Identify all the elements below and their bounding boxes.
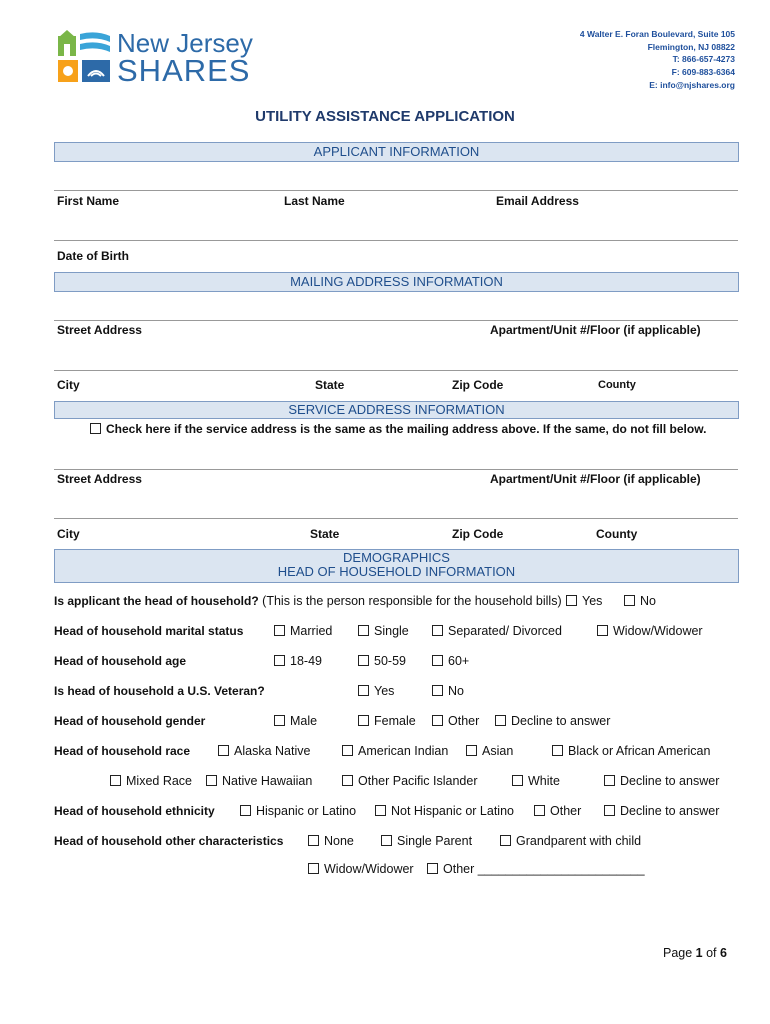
dob-line[interactable] — [54, 240, 738, 241]
ethnicity-option[interactable] — [240, 804, 356, 818]
option-label: Married — [290, 624, 333, 638]
race-option[interactable] — [342, 774, 478, 788]
race-option[interactable] — [342, 744, 448, 758]
contact-fax: F: 609-883-6364 — [671, 67, 735, 78]
checkbox-icon — [308, 863, 319, 874]
checkbox-icon — [110, 775, 121, 786]
race-option[interactable] — [218, 744, 310, 758]
race-option[interactable] — [466, 744, 513, 758]
option-label: 18-49 — [290, 654, 322, 668]
checkbox-icon — [274, 625, 285, 636]
marital-option[interactable] — [274, 624, 332, 638]
checkbox-icon — [432, 715, 443, 726]
gender-option[interactable] — [358, 714, 416, 728]
same-address-text: Check here if the service address is the same as the mailing address above. If the same, do not fill below. — [106, 422, 707, 436]
mailing-county-label: County — [598, 379, 636, 391]
option-label: Widow/Widower — [613, 624, 703, 638]
first-last-email-line[interactable] — [54, 190, 738, 191]
dob-label: Date of Birth — [57, 249, 129, 263]
mailing-section-header: MAILING ADDRESS INFORMATION — [54, 272, 739, 292]
checkbox-icon — [534, 805, 545, 816]
mailing-city-label: City — [57, 378, 80, 392]
hoh-heading: HEAD OF HOUSEHOLD INFORMATION — [277, 564, 516, 579]
option-label: Other ________________________ — [443, 862, 645, 876]
race-option[interactable] — [206, 774, 312, 788]
checkbox-icon — [342, 745, 353, 756]
veteran-label: Is head of household a U.S. Veteran? — [54, 684, 265, 698]
characteristic-option[interactable] — [308, 834, 354, 848]
service-section-header: SERVICE ADDRESS INFORMATION — [54, 401, 739, 419]
veteran-option[interactable] — [432, 684, 464, 698]
checkbox-icon — [358, 655, 369, 666]
option-label: Widow/Widower — [324, 862, 414, 876]
checkbox-icon — [597, 625, 608, 636]
checkbox-icon — [500, 835, 511, 846]
demographics-heading: DEMOGRAPHICS — [343, 550, 450, 565]
checkbox-icon — [240, 805, 251, 816]
service-city-line[interactable] — [54, 518, 738, 519]
mailing-street-line[interactable] — [54, 320, 738, 321]
age-label: Head of household age — [54, 654, 187, 668]
mailing-state-label: State — [315, 378, 345, 392]
checkbox-icon — [624, 595, 635, 606]
gender-option[interactable] — [274, 714, 317, 728]
checkbox-icon — [432, 625, 443, 636]
option-label: Grandparent with child — [516, 834, 642, 848]
option-label: Separated/ Divorced — [448, 624, 562, 638]
option-label: No — [448, 684, 464, 698]
email-label: Email Address — [496, 194, 579, 208]
checkbox-icon — [552, 745, 563, 756]
logo-text-line2: SHARES — [117, 53, 251, 88]
logo-mark-icon — [56, 30, 116, 86]
option-label: 60+ — [448, 654, 470, 668]
ethnicity-label: Head of household ethnicity — [54, 804, 215, 818]
option-label: Yes — [374, 684, 395, 698]
characteristic-option[interactable] — [500, 834, 641, 848]
option-label: Asian — [482, 744, 514, 758]
logo-text-line1: New Jersey — [117, 28, 253, 58]
option-label: American Indian — [358, 744, 449, 758]
logo — [56, 30, 116, 86]
contact-city: Flemington, NJ 08822 — [647, 41, 735, 52]
race-option[interactable] — [552, 744, 710, 758]
checkbox-icon — [375, 805, 386, 816]
option-label: Single Parent — [397, 834, 473, 848]
contact-email[interactable]: E: info@njshares.org — [649, 79, 735, 90]
option-label: Black or African American — [568, 744, 711, 758]
service-apt-label: Apartment/Unit #/Floor (if applicable) — [490, 472, 701, 486]
option-label: Male — [290, 714, 318, 728]
first-name-label: First Name — [57, 194, 120, 208]
mailing-street-label: Street Address — [57, 323, 142, 337]
race-label: Head of household race — [54, 744, 191, 758]
demographics-section-header — [54, 549, 739, 583]
checkbox-icon — [566, 595, 577, 606]
option-label: Alaska Native — [234, 744, 311, 758]
gender-option[interactable] — [495, 714, 610, 728]
service-zip-label: Zip Code — [452, 527, 504, 541]
option-label: Other — [448, 714, 480, 728]
checkbox-icon — [274, 655, 285, 666]
option-label: Other Pacific Islander — [358, 774, 478, 788]
characteristic-option[interactable] — [427, 862, 645, 876]
ethnicity-option[interactable] — [534, 804, 581, 818]
page-title: UTILITY ASSISTANCE APPLICATION — [255, 108, 515, 125]
option-label: No — [640, 594, 656, 608]
checkbox-icon — [427, 863, 438, 874]
option-label: Not Hispanic or Latino — [391, 804, 514, 818]
marital-option[interactable] — [597, 624, 703, 638]
checkbox-icon — [466, 745, 477, 756]
contact-block — [580, 28, 735, 92]
option-label: White — [528, 774, 560, 788]
service-county-label: County — [596, 527, 638, 541]
gender-option[interactable] — [432, 714, 479, 728]
mailing-city-line[interactable] — [54, 370, 738, 371]
page-of: of — [702, 946, 720, 960]
service-state-label: State — [310, 527, 340, 541]
page-number — [663, 946, 727, 960]
checkbox-icon — [358, 685, 369, 696]
gender-label: Head of household gender — [54, 714, 206, 728]
page-prefix: Page — [663, 946, 696, 960]
mailing-zip-label: Zip Code — [452, 378, 504, 392]
checkbox-icon — [274, 715, 285, 726]
option-label: Female — [374, 714, 416, 728]
option-label: 50-59 — [374, 654, 406, 668]
checkbox-icon — [308, 835, 319, 846]
option-label: Decline to answer — [620, 804, 720, 818]
page-total: 6 — [720, 946, 727, 960]
hoh-question — [54, 594, 562, 608]
age-option[interactable] — [432, 654, 469, 668]
service-street-line[interactable] — [54, 469, 738, 470]
race-option[interactable] — [110, 774, 192, 788]
veteran-option[interactable] — [358, 684, 394, 698]
age-option[interactable] — [358, 654, 406, 668]
checkbox-icon — [90, 423, 101, 434]
checkbox-icon — [218, 745, 229, 756]
hoh-question-note: (This is the person responsible for the household bills) — [258, 594, 562, 608]
option-label: Decline to answer — [511, 714, 611, 728]
checkbox-icon — [512, 775, 523, 786]
option-label: Native Hawaiian — [222, 774, 313, 788]
other-characteristics-label: Head of household other characteristics — [54, 834, 284, 848]
checkbox-icon — [604, 775, 615, 786]
race-option[interactable] — [512, 774, 560, 788]
service-city-label: City — [57, 527, 80, 541]
option-label: Single — [374, 624, 409, 638]
applicant-section-header: APPLICANT INFORMATION — [54, 142, 739, 162]
checkbox-icon — [358, 625, 369, 636]
page-current: 1 — [695, 946, 703, 960]
ethnicity-option[interactable] — [375, 804, 514, 818]
checkbox-icon — [381, 835, 392, 846]
hoh-yes-option[interactable] — [566, 594, 602, 608]
option-label: Other — [550, 804, 582, 818]
hoh-no-option[interactable] — [624, 594, 656, 608]
ethnicity-option[interactable] — [604, 804, 719, 818]
option-label: Decline to answer — [620, 774, 720, 788]
checkbox-icon — [358, 715, 369, 726]
marital-option[interactable] — [358, 624, 409, 638]
option-label: Mixed Race — [126, 774, 192, 788]
age-option[interactable] — [274, 654, 322, 668]
option-label: Yes — [582, 594, 603, 608]
service-street-label: Street Address — [57, 472, 142, 486]
contact-address: 4 Walter E. Foran Boulevard, Suite 105 — [579, 29, 735, 39]
race-option[interactable] — [604, 774, 719, 788]
hoh-question-text: Is applicant the head of household? — [54, 594, 259, 608]
contact-phone: T: 866-657-4273 — [672, 54, 735, 65]
last-name-label: Last Name — [284, 194, 345, 208]
checkbox-icon — [604, 805, 615, 816]
mailing-apt-label: Apartment/Unit #/Floor (if applicable) — [490, 323, 701, 337]
checkbox-icon — [432, 655, 443, 666]
characteristic-option[interactable] — [308, 862, 414, 876]
checkbox-icon — [495, 715, 506, 726]
checkbox-icon — [342, 775, 353, 786]
checkbox-icon — [432, 685, 443, 696]
marital-option[interactable] — [432, 624, 562, 638]
marital-label: Head of household marital status — [54, 624, 244, 638]
characteristic-option[interactable] — [381, 834, 472, 848]
same-address-checkbox[interactable] — [90, 422, 706, 436]
option-label: Hispanic or Latino — [256, 804, 357, 818]
option-label: None — [324, 834, 354, 848]
checkbox-icon — [206, 775, 217, 786]
